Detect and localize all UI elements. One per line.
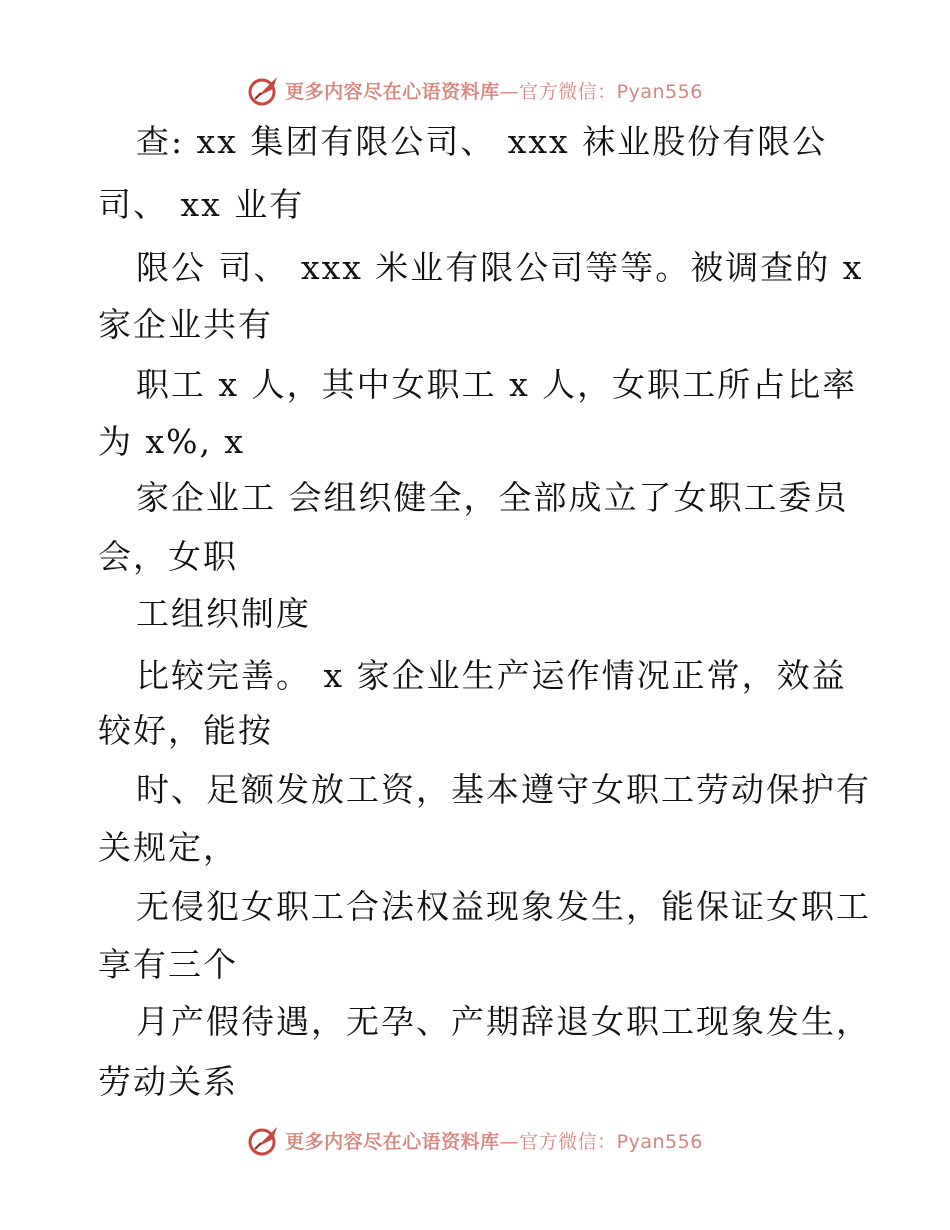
- text-line: 家企业工 会组织健全，全部成立了女职工委员: [136, 478, 849, 517]
- text-line: 时、足额发放工资，基本遵守女职工劳动保护有: [136, 770, 871, 809]
- footer-watermark: [0, 1120, 950, 1160]
- text-line: 家企业共有: [98, 305, 273, 344]
- watermark-suffix: 官方微信：Pyan556: [519, 80, 703, 103]
- text-line: 为 x%, x: [98, 422, 246, 461]
- watermark-dash: —: [499, 80, 520, 103]
- quill-logo-icon: [247, 1123, 281, 1157]
- text-line: 查: xx 集团有限公司、 xxx 袜业股份有限公: [136, 122, 828, 161]
- header-watermark: [0, 70, 950, 110]
- watermark-brand: 更多内容尽在心语资料库: [285, 1130, 500, 1153]
- watermark-brand: 更多内容尽在心语资料库: [285, 80, 500, 103]
- text-line: 职工 x 人，其中女职工 x 人，女职工所占比率: [136, 365, 858, 404]
- quill-logo-icon: [247, 73, 281, 107]
- text-line: 会，女职: [98, 537, 238, 576]
- text-line: 关规定，: [98, 828, 238, 867]
- text-line: 劳动关系: [98, 1062, 238, 1101]
- watermark-text: [285, 77, 703, 104]
- watermark-text: [285, 1127, 703, 1154]
- text-line: 工组织制度: [136, 594, 311, 633]
- watermark-suffix: 官方微信：Pyan556: [519, 1130, 703, 1153]
- text-line: 比较完善。 x 家企业生产运作情况正常，效益: [136, 656, 847, 695]
- text-line: 限公 司、 xxx 米业有限公司等等。被调查的 x: [136, 248, 864, 287]
- text-line: 月产假待遇，无孕、产期辞退女职工现象发生，: [136, 1002, 871, 1041]
- text-line: 无侵犯女职工合法权益现象发生，能保证女职工: [136, 887, 871, 926]
- watermark-dash: —: [499, 1130, 520, 1153]
- text-line: 享有三个: [98, 945, 238, 984]
- text-line: 司、 xx 业有: [98, 185, 305, 224]
- text-line: 较好，能按: [98, 711, 273, 750]
